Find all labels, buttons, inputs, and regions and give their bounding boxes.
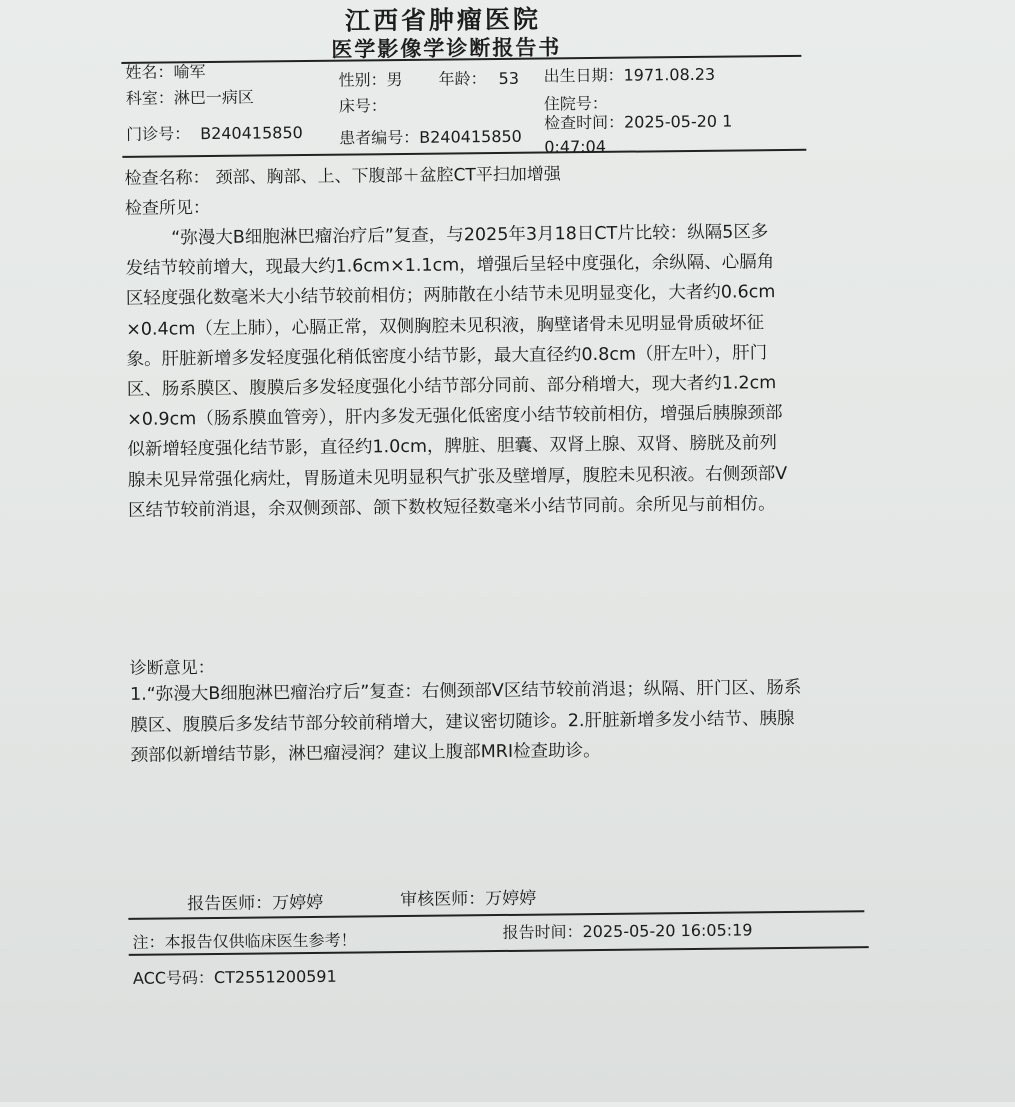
findings-text: “弥漫大B细胞淋巴瘤治疗后”复查，与2025年3月18日CT片比较：纵隔5区多发结节较前增大，现最大约1.6cm×1.1cm，增强后呈轻中度强化，余纵隔、心膈角区轻度强化数毫米大小结节较前相仿；两肺散在小结节未见明显变化，大者约0.6cm×0.4cm（左上肺），心膈正常，双侧胸腔未见积液，胸壁诸骨未见明显骨质破坏征象。肝脏新增多发轻度强化稍低密度小结节影，最大直径约0.8cm（肝左叶），肝门区、肠系膜区、腹膜后多发轻度强化小结节部分同前、部分稍增大，现大者约1.2cm×0.9cm（肠系膜血管旁），肝内多发无强化低密度小结节较前相仿，增强后胰腺颈部似新增轻度强化结节影，直径约1.0cm，脾脏、胆囊、双肾上腺、双肾、膀胱及前列腺未见异常强化病灶，胃肠道未见明显积气扩张及壁增厚，腹腔未见积液。右侧颈部Ⅴ区结节较前消退，余双侧颈部、颌下数枚短径数毫米小结节同前。余所见与前相仿。 bbox=[125, 217, 788, 526]
patient-outpatient bbox=[126, 120, 303, 145]
findings-label: 检查所见： bbox=[125, 193, 210, 219]
patient-dob bbox=[543, 62, 715, 87]
exam-name-label: 检查名称： bbox=[125, 168, 210, 189]
report-title: 医学影像学诊断报告书 bbox=[331, 31, 561, 63]
report-doctor-value: 万婷婷 bbox=[272, 893, 323, 914]
patient-bed bbox=[339, 93, 387, 117]
outpatient-value: B240415850 bbox=[200, 123, 303, 143]
report-doctor bbox=[187, 888, 323, 914]
inpatient-label: 住院号： bbox=[544, 94, 608, 114]
dept-value: 淋巴一病区 bbox=[174, 88, 254, 108]
name-label: 姓名： bbox=[125, 62, 173, 82]
dept-label: 科室： bbox=[126, 88, 174, 108]
patient-age bbox=[438, 66, 519, 90]
report-doctor-label: 报告医师： bbox=[187, 893, 272, 914]
diagnosis-text: 1.“弥漫大B细胞淋巴瘤治疗后”复查：右侧颈部Ⅴ区结节较前消退；纵隔、肝门区、肠系膜区、腹膜后多发结节部分较前稍增大，建议密切随诊。2.肝脏新增多发小结节、胰腺颈部似新增结节影，淋巴瘤浸润？建议上腹部MRI检查助诊。 bbox=[130, 673, 811, 772]
patient-no-value: B240415850 bbox=[419, 127, 522, 147]
patient-number bbox=[339, 124, 522, 149]
patient-name bbox=[125, 59, 205, 83]
age-value: 53 bbox=[499, 69, 520, 88]
report-time-value: 2025-05-20 16:05:19 bbox=[582, 920, 752, 941]
dob-value: 1971.08.23 bbox=[623, 65, 715, 85]
name-value: 喻军 bbox=[173, 62, 205, 81]
bed-label: 床号： bbox=[339, 96, 387, 116]
exam-time-value-1: 2025-05-20 1 bbox=[624, 112, 732, 132]
age-label: 年龄： bbox=[438, 69, 486, 89]
diagnosis-label: 诊断意见： bbox=[130, 653, 215, 679]
exam-name bbox=[124, 159, 561, 189]
patient-gender bbox=[338, 67, 402, 91]
exam-name-value: 颈部、胸部、上、下腹部＋盆腔CT平扫加增强 bbox=[216, 164, 561, 188]
review-doctor-value: 万婷婷 bbox=[485, 889, 536, 910]
acc-number bbox=[133, 964, 337, 989]
review-doctor-label: 审核医师： bbox=[400, 889, 485, 910]
patient-dept bbox=[126, 85, 254, 109]
acc-label: ACC号码： bbox=[133, 968, 214, 988]
hospital-name: 江西省肿瘤医院 bbox=[345, 0, 541, 38]
dob-label: 出生日期： bbox=[543, 66, 623, 86]
review-doctor bbox=[400, 884, 536, 910]
exam-time-value-2: 0:47:04 bbox=[544, 137, 606, 157]
report-note: 注：本报告仅供临床医生参考！ bbox=[132, 928, 356, 953]
report-time-label: 报告时间： bbox=[502, 922, 582, 942]
outpatient-label: 门诊号： bbox=[126, 124, 190, 144]
acc-value: CT2551200591 bbox=[214, 967, 337, 987]
gender-label: 性别： bbox=[338, 70, 386, 90]
patient-no-label: 患者编号： bbox=[339, 128, 419, 148]
exam-time-label: 检查时间： bbox=[544, 113, 624, 133]
report-time bbox=[502, 917, 752, 943]
gender-value: 男 bbox=[387, 70, 403, 89]
